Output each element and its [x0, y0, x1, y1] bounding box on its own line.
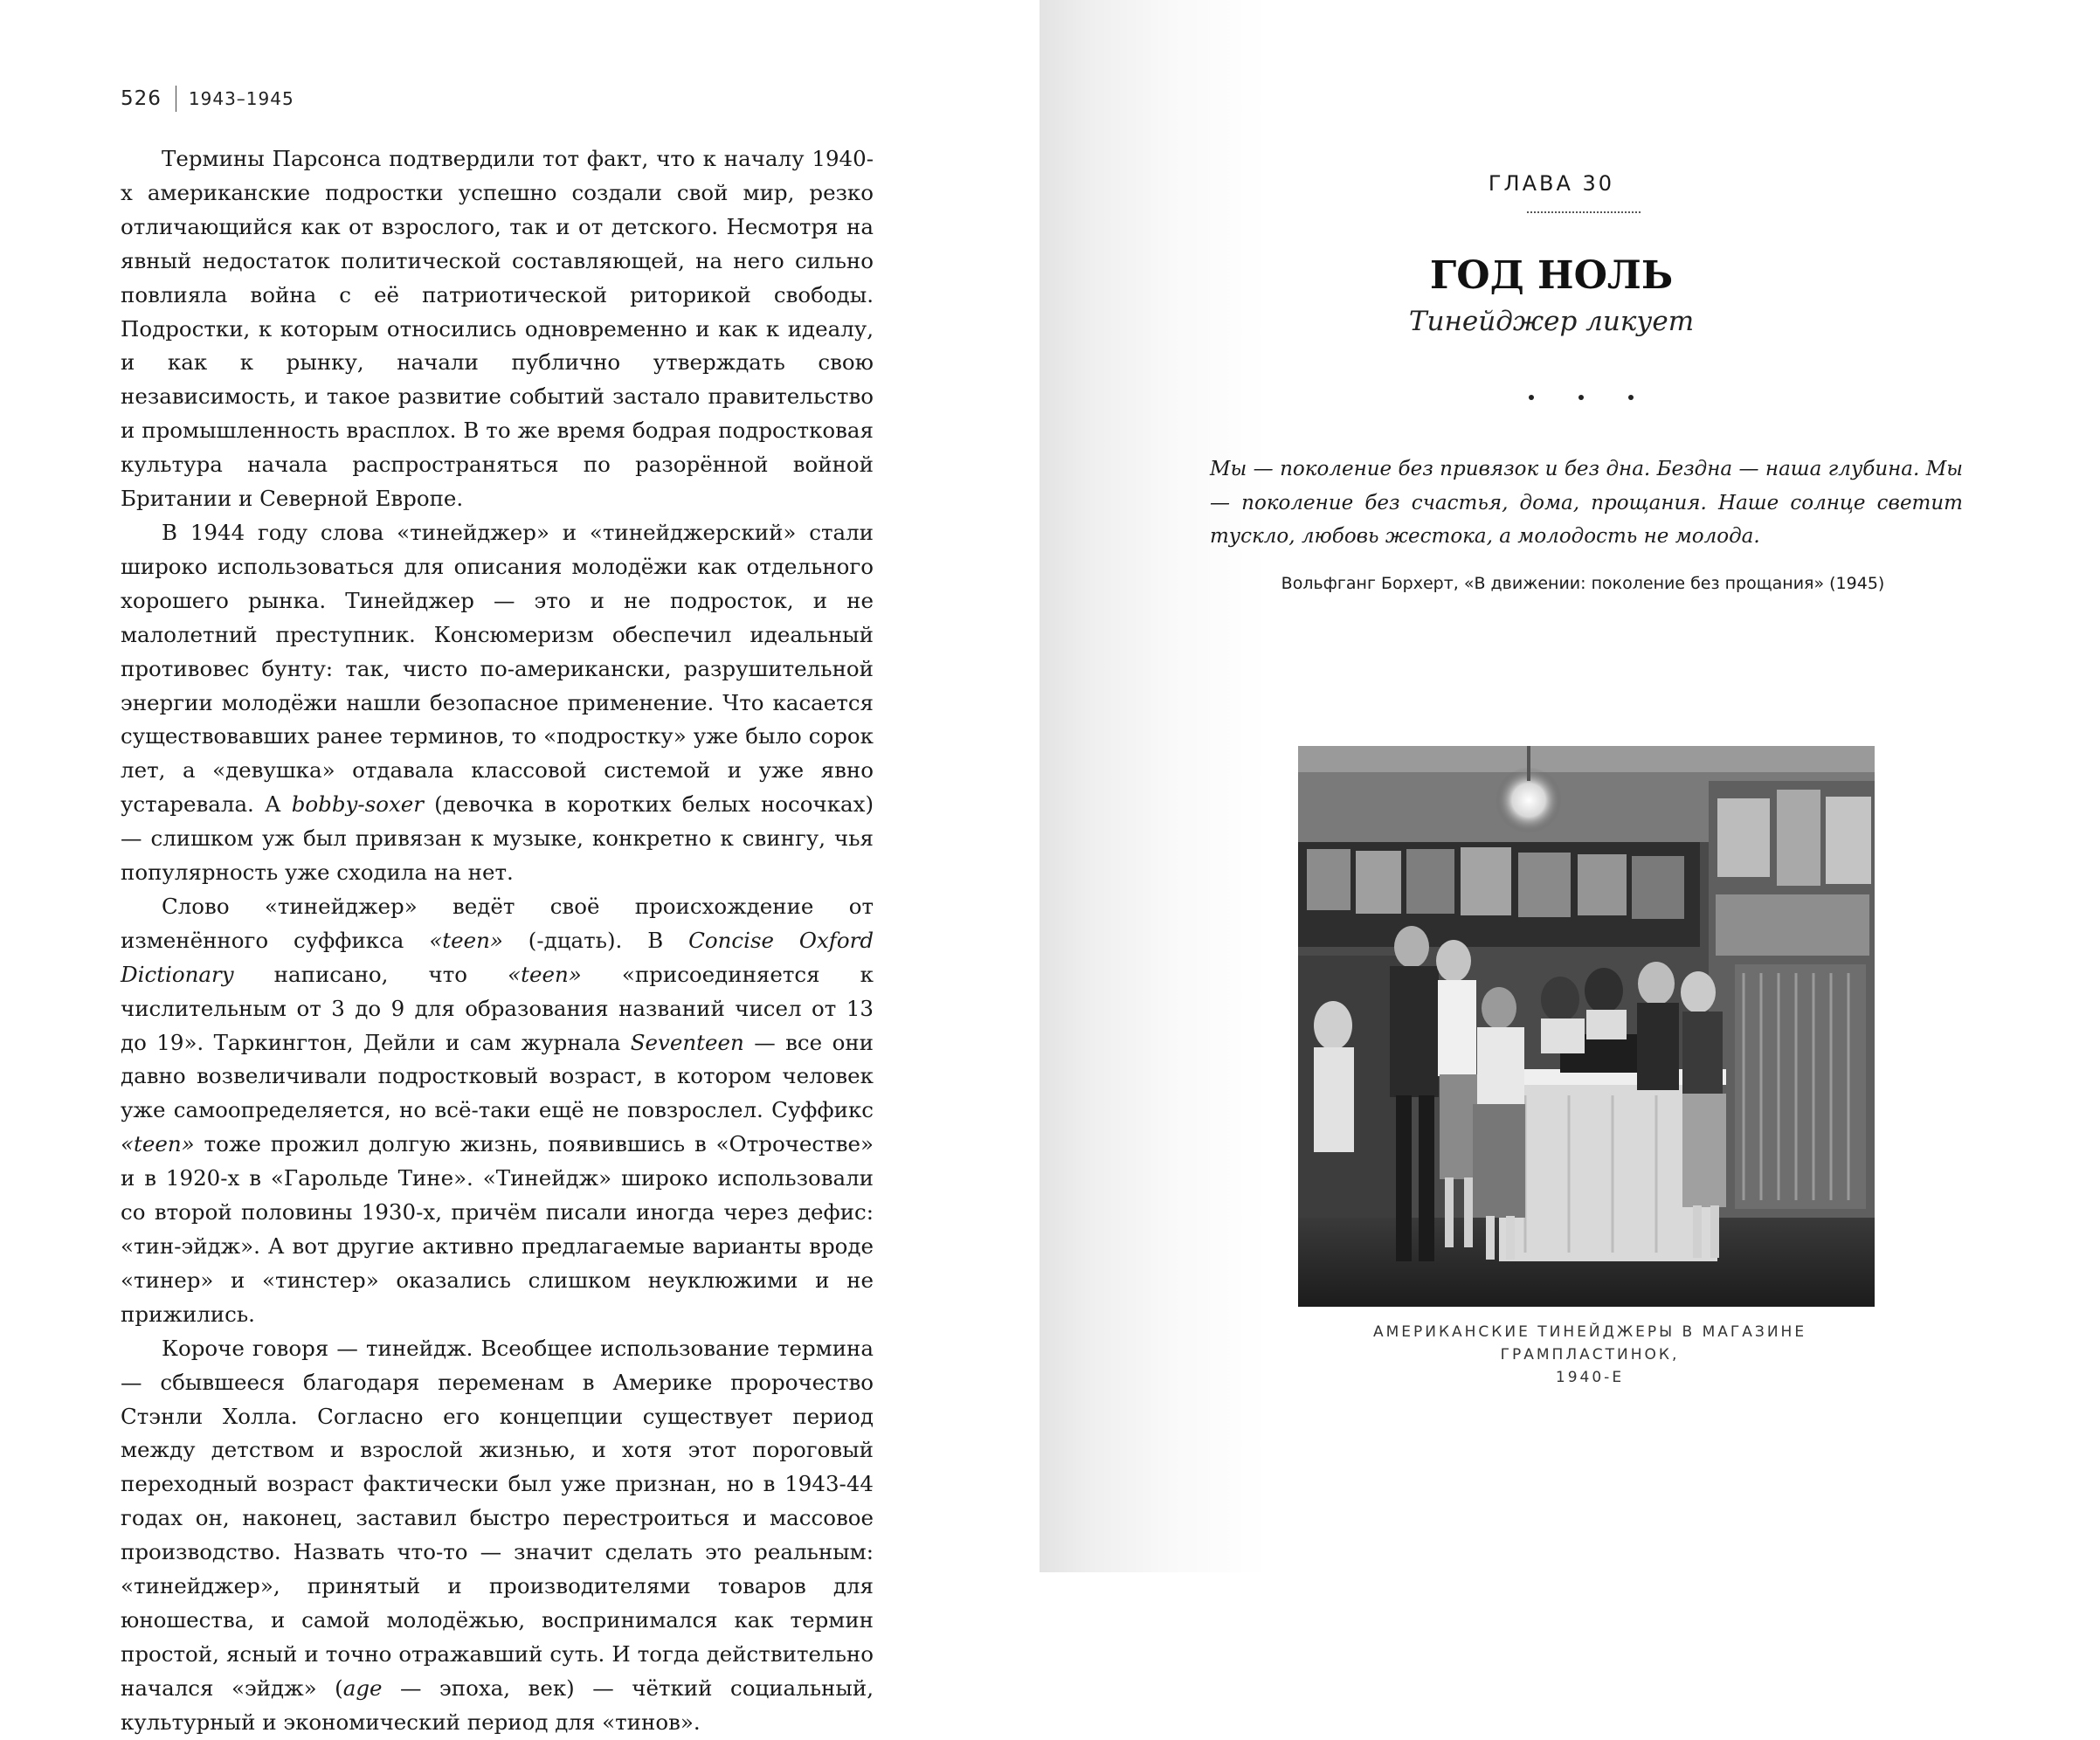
chapter-subtitle: Тинейджер ликует	[1408, 306, 1695, 337]
paragraph-3-italic-5: «teen»	[121, 1131, 195, 1157]
epigraph: Мы — поколение без привязок и без дна. Бездна — наша глубина. Мы — поколение без счастья, дома, прощания. Наше солнце светит тускло, любовь жестока, а молодость не молода.	[1210, 458, 1963, 548]
chapter-label: ГЛАВА 30	[1488, 171, 1615, 196]
paragraph-3	[121, 890, 874, 1332]
ornament-dot	[1578, 395, 1584, 400]
paragraph-2-text: В 1944 году слова «тинейджер» и «тинейджерский» стали широко использоваться для описания молодёжи как отдельного хорошего рынка. Тинейджер — это и не подросток, и не малолетний преступник. Консюмеризм обеспечил идеальный противовес бунту: так, чисто по-американски, разрушительной энергии молодёжи нашли безопасное применение. Что касается существовавших ранее терминов, то «подростку» уже было сорок лет, а «девушка» отдавала классовой системой и уже явно устаревала. А	[121, 519, 874, 818]
paragraph-3-text: Слово «тинейджер» ведёт своё происхождение от изменённого суффикса	[121, 893, 874, 953]
paragraph-3-italic-4: Seventeen	[630, 1029, 744, 1055]
paragraph-3-italic-3: «teen»	[508, 961, 582, 987]
photo-caption-line-2: 1940-Е	[1555, 1369, 1625, 1386]
running-head-years: 1943–1945	[188, 88, 294, 109]
paragraph-3-mid-4: — все они давно возвеличивали подростковый возраст, в котором человек уже самоопределяется, но всё-таки ещё не повзрослел. Суффикс	[121, 1029, 874, 1123]
ornament-dot	[1628, 395, 1634, 400]
record-store-photo	[1298, 746, 1875, 1307]
chapter-title: ГОД НОЛЬ	[1429, 253, 1674, 298]
paragraph-2-tail: (девочка в коротких белых носочках) — слишком уж был привязан к музыке, конкретно к свингу, чья популярность уже сходила на нет.	[121, 791, 874, 886]
right-page	[1040, 0, 2074, 1572]
paragraph-3-mid-1: (-дцать). В	[502, 927, 689, 953]
paragraph-4	[121, 1332, 874, 1740]
paragraph-3-mid-2: написано, что	[233, 961, 508, 987]
paragraph-4-text: Короче говоря — тинейдж. Всеобщее использование термина — сбывшееся благодаря переменам в Америке пророчество Стэнли Холла. Согласно его концепции существует период между детством и взрослой жизнью, и хотя этот пороговый переходный возраст фактически был уже признан, но в 1943-44 годах он, наконец, заставил быстро перестроиться и массовое производство. Назвать что-то — значит сделать это реальным: «тинейджер», принятый и производителями товаров для юношества, и самой молодёжью, воспринимался как термин простой, ясный и точно отражавший суть. И тогда действительно начался «эйдж» (	[121, 1335, 874, 1701]
photo-illustration	[1298, 746, 1875, 1307]
left-page	[0, 0, 1040, 1735]
ornament-dot	[1529, 395, 1534, 400]
paragraph-3-tail: тоже прожил долгую жизнь, появившись в «Отрочестве» и в 1920-х в «Гарольде Тине». «Тинейдж» широко использовали со второй половины 1930-х, причём писали иногда через дефис: «тин-эйдж». А вот другие активно предлагаемые варианты вроде «тинер» и «тинстер» оказались слишком неуклюжими и не прижились.	[121, 1131, 874, 1327]
photo-caption-line-1: АМЕРИКАНСКИЕ ТИНЕЙДЖЕРЫ В МАГАЗИНЕ ГРАМПЛАСТИНОК,	[1372, 1323, 1807, 1364]
paragraph-2-italic-term: bobby-soxer	[291, 791, 424, 818]
chapter-dotted-rule	[1527, 211, 1641, 215]
paragraph-4-tail: — эпоха, век) — чёткий социальный, культурный и экономический период для «тинов».	[121, 1674, 874, 1735]
page-number: 526	[121, 87, 162, 110]
running-head	[121, 84, 294, 114]
body-text	[121, 142, 874, 1740]
paragraph-2	[121, 516, 874, 890]
paragraph-1: Термины Парсонса подтвердили тот факт, что к началу 1940-х американские подростки успешно создали свой мир, резко отличающийся как от взрослого, так и от детского. Несмотря на явный недостаток политической составляющей, на него сильно повлияла война с её патриотической риторикой свободы. Подростки, к которым относились одновременно и как к идеалу, и как к рынку, начали публично утверждать свою независимость, и такое развитие событий застало правительство и промышленность врасплох. В то же время бодрая подростковая культура начала распространяться по разорённой войной Британии и Северной Европе.	[121, 146, 874, 512]
epigraph-source: Вольфганг Борхерт, «В движении: поколение без прощания» (1945)	[1281, 574, 1885, 593]
paragraph-3-italic-1: «teen»	[429, 927, 503, 953]
paragraph-3-italic-2: Concise Oxford Dictionary	[121, 927, 874, 987]
ornament-dots	[1529, 395, 1634, 400]
photo-caption	[1284, 1321, 1896, 1389]
paragraph-3-mid-3: «присоединяется к числительным от 3 до 9 для образования названий чисел от 13 до 19». Таркингтон, Дейли и сам журнала	[121, 961, 874, 1055]
paragraph-4-italic: age	[342, 1674, 383, 1701]
